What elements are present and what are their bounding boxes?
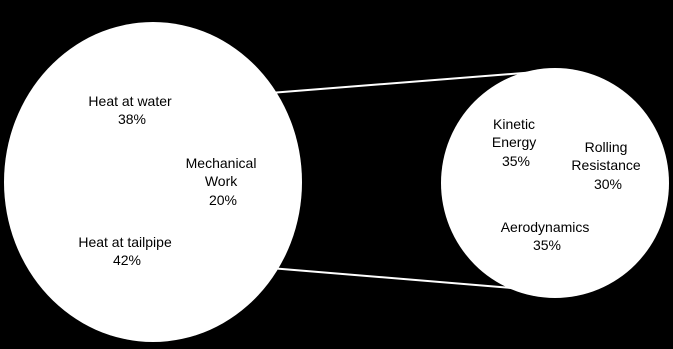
slice-label-heat-at-tailpipe: Heat at tailpipe 42%	[78, 234, 172, 268]
slice-label-mechanical-work: Mechanical Work 20%	[185, 155, 257, 208]
detail-pie	[441, 68, 669, 298]
slice-label-aerodynamics: Aerodynamics 35%	[500, 219, 590, 253]
slice-label-heat-at-water: Heat at water 38%	[88, 93, 172, 127]
slice-label-rolling-resistance: Rolling Resistance 30%	[571, 139, 641, 192]
slice-label-kinetic-energy: Kinetic Energy 35%	[491, 116, 537, 169]
main-pie	[4, 22, 302, 342]
